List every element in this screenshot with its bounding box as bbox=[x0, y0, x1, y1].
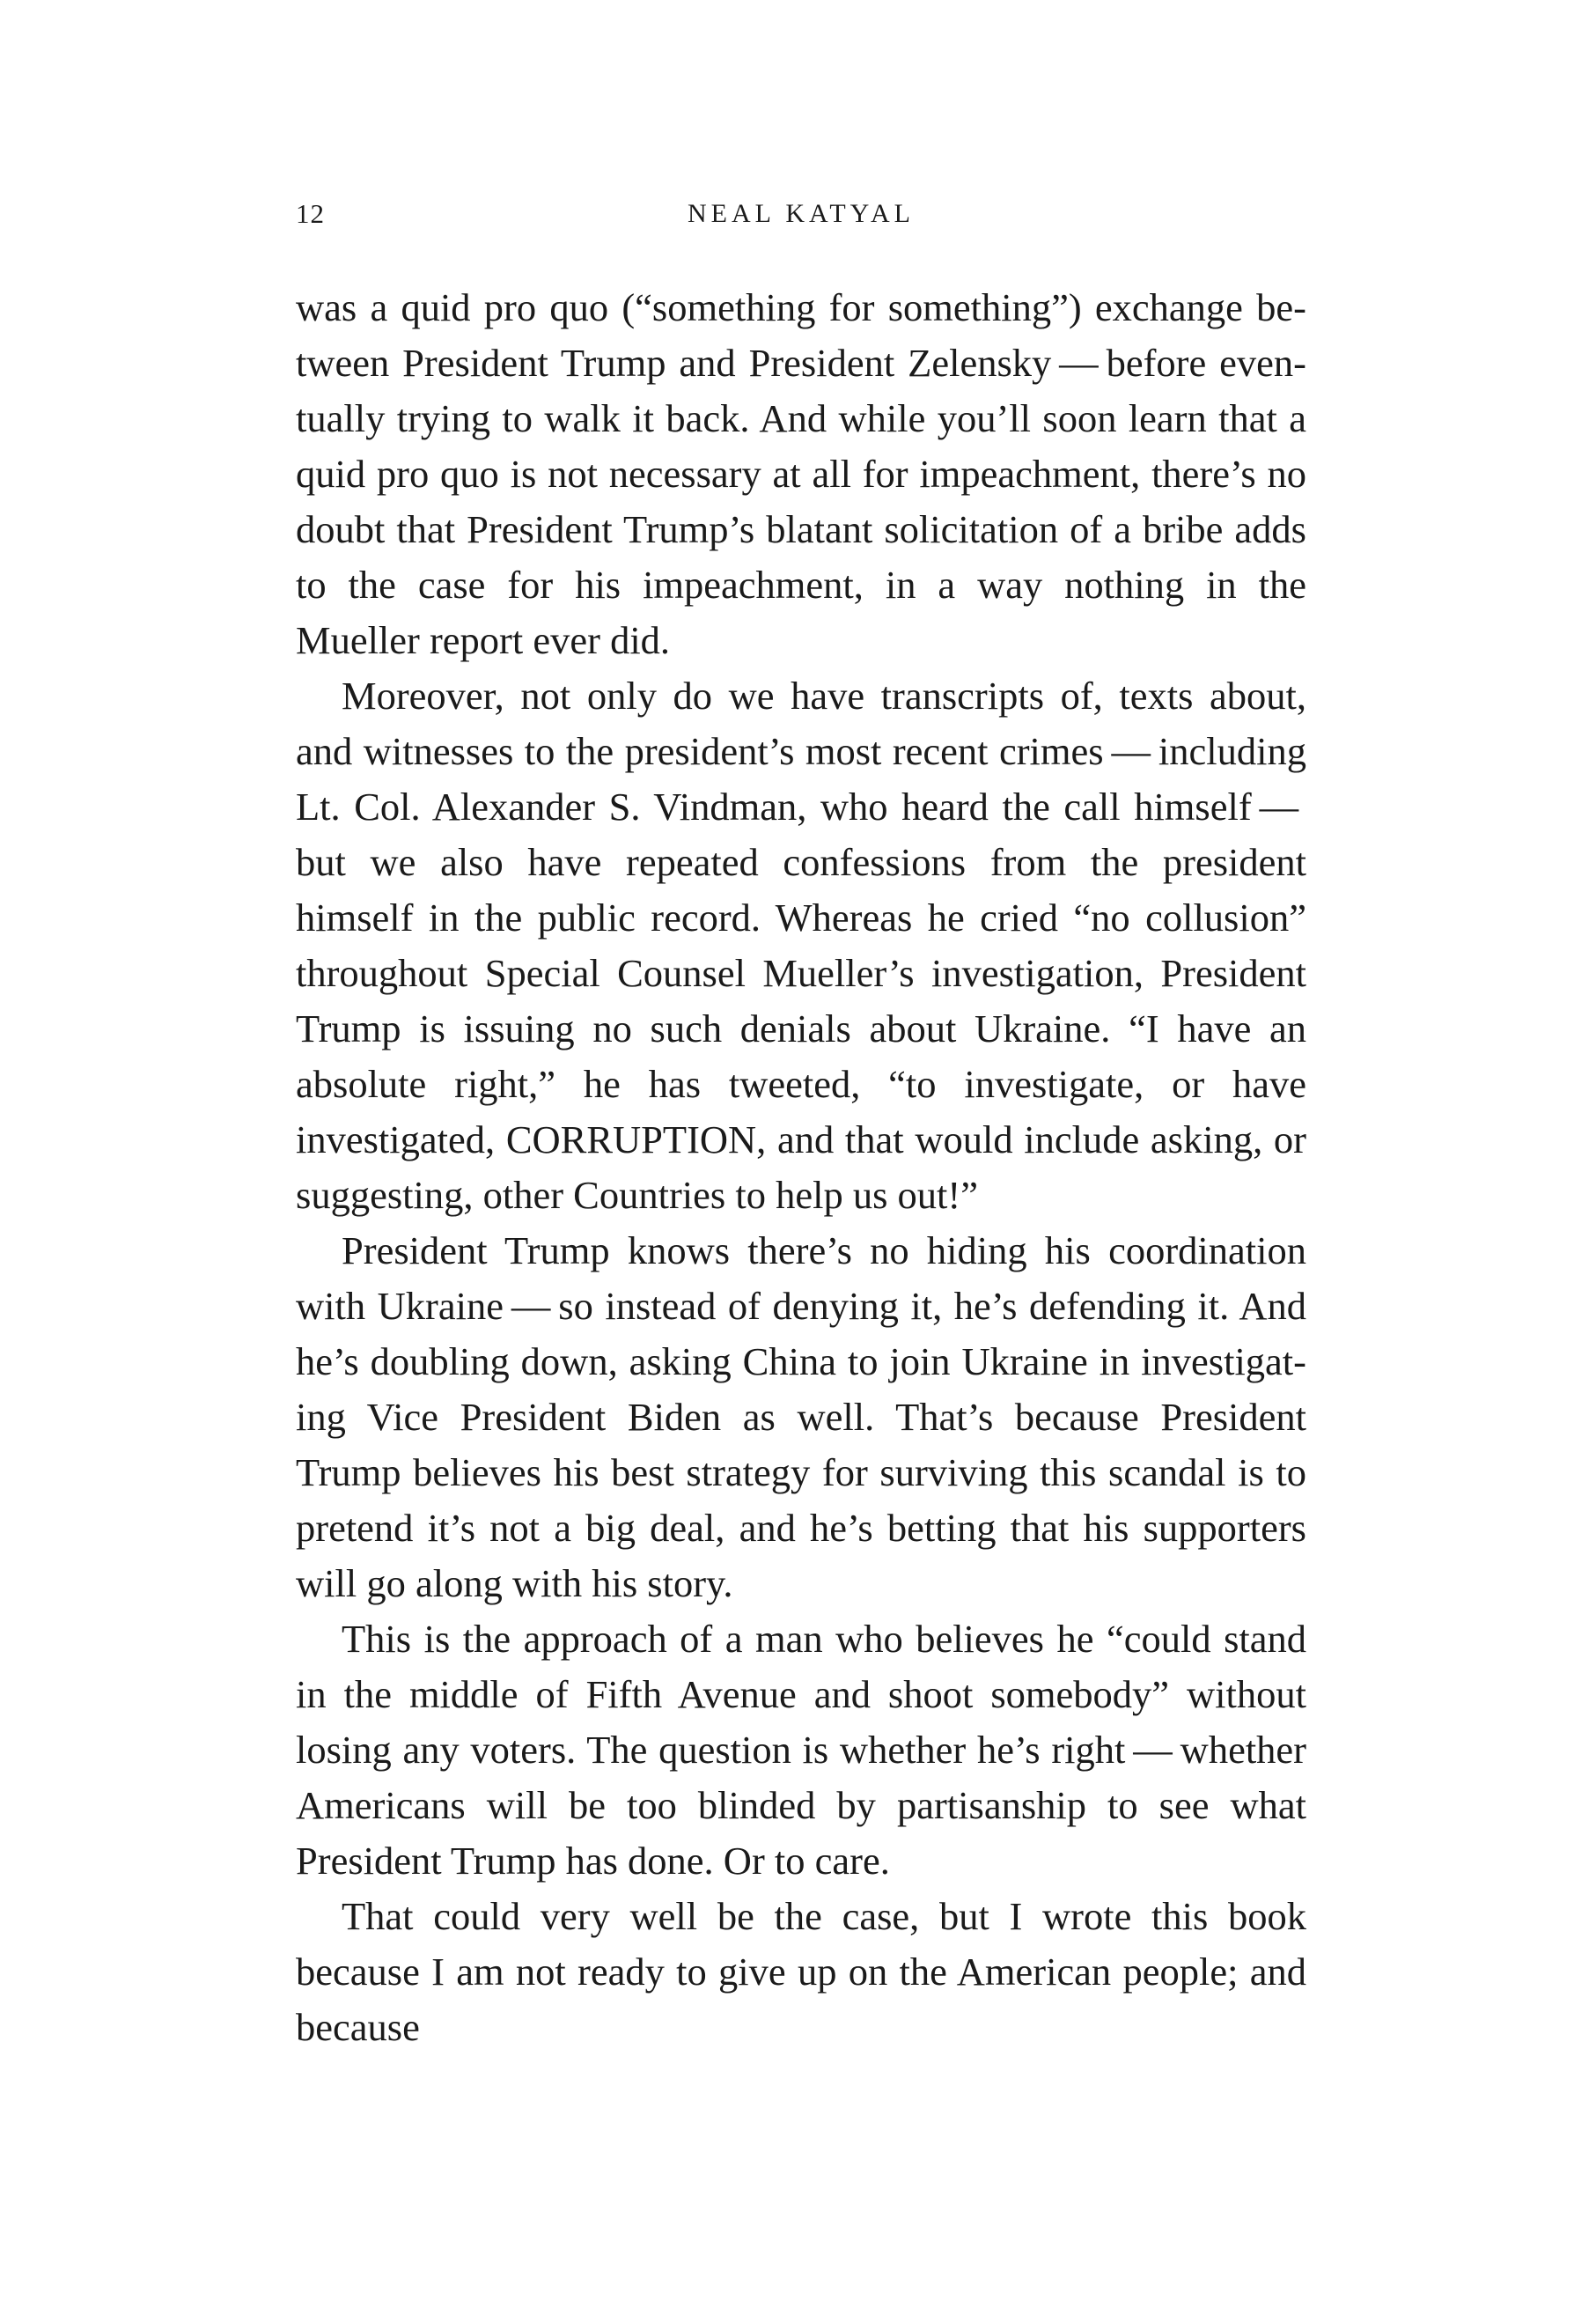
paragraph-continued: was a quid pro quo (“something for something”) exchange between President Trump and President Zelensky — before eventually trying to walk it back. And while you’ll soon learn that a quid pro quo is not necessary at all for impeachment, there’s no doubt that President Trump’s blatant solicitation of a bribe adds to the case for his impeachment, in a way nothing in the Mueller report ever did. bbox=[296, 285, 1306, 662]
page-number: 12 bbox=[296, 198, 325, 229]
running-head bbox=[296, 192, 1306, 236]
paragraph: Moreover, not only do we have transcripts of, texts about, and witnesses to the president’s most recent crimes — including Lt. Col. Alexander S. Vindman, who heard the call himself — but we also have repeated confessions from the president himself in the public record. Whereas he cried “no collusion” throughout Special Counsel Mueller’s investigation, President Trump is issuing no such denials about Ukraine. “I have an absolute right,” he has tweeted, “to investigate, or have investigated, CORRUPTION, and that would include asking, or suggesting, other Countries to help us out!” bbox=[296, 674, 1306, 1217]
running-title: NEAL KATYAL bbox=[687, 199, 916, 228]
paragraph: That could very well be the case, but I wrote this book because I am not ready to give up on the American people; and because bbox=[296, 1894, 1306, 2049]
paragraph: President Trump knows there’s no hiding his coordination with Ukraine — so instead of denying it, he’s defending it. And he’s doubling down, asking China to join Ukraine in investigating Vice President Biden as well. That’s because President Trump believes his best strategy for surviving this scandal is to pretend it’s not a big deal, and he’s betting that his supporters will go along with his story. bbox=[296, 1228, 1306, 1605]
body-text bbox=[296, 280, 1306, 2055]
paragraph: This is the approach of a man who believes he “could stand in the middle of Fifth Avenue and shoot somebody” without losing any voters. The question is whether he’s right — whether Americans will be too blinded by partisanship to see what President Trump has done. Or to care. bbox=[296, 1617, 1306, 1883]
